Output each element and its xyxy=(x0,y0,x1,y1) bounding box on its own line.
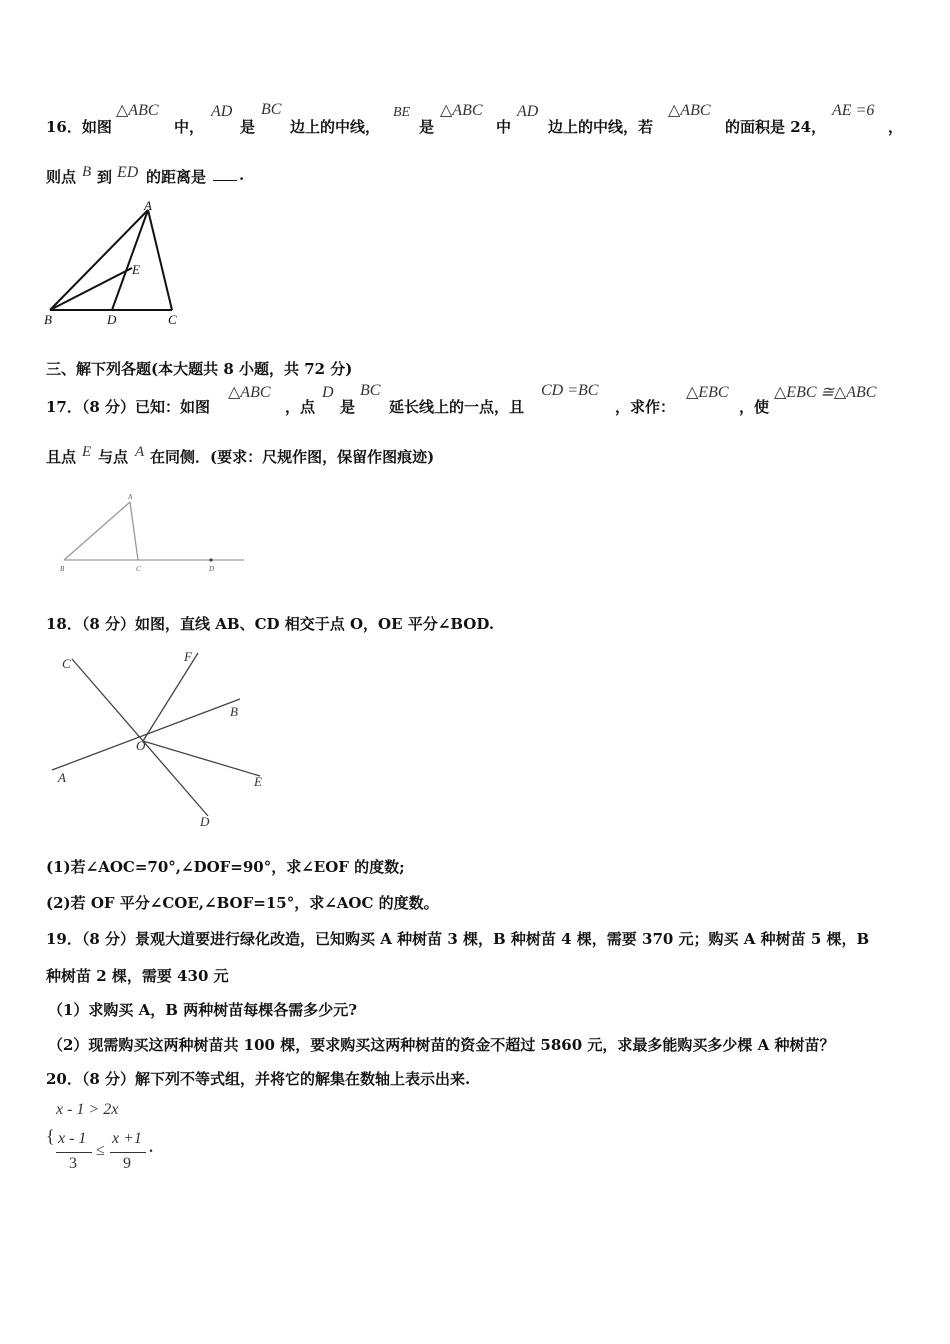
q17-line2-b: 与点 xyxy=(98,448,129,466)
q18-line-ab xyxy=(52,699,240,770)
q17-label-a: A xyxy=(128,493,133,501)
q16-label-a: A xyxy=(144,198,152,213)
q20-denominator-left: 3 xyxy=(69,1155,77,1172)
q16-triangle-abc-3: △ABC xyxy=(668,102,711,119)
q17-line2-a: 且点 xyxy=(46,448,77,466)
q16-segment-ed: ED xyxy=(117,164,139,181)
q18-intersecting-lines-figure xyxy=(48,646,278,836)
q18-ray-of xyxy=(143,653,198,741)
q16-line2-end: . xyxy=(239,166,245,184)
q16-label-e: E xyxy=(132,262,140,277)
q18-label-d: D xyxy=(200,814,210,829)
q16-ae-equals: AE =6 xyxy=(832,102,875,119)
q16-ad-1: AD xyxy=(211,103,233,120)
q20-numerator-right: x +1 xyxy=(112,1130,142,1147)
q20-fraction-bar-right xyxy=(110,1152,146,1153)
q16-point-b: B xyxy=(82,164,92,180)
q17-number: 17．（8 分）已知：如图 xyxy=(46,398,211,416)
q16-line2-c: 的距离是 xyxy=(146,168,207,186)
q17-label-d: D xyxy=(209,565,215,573)
q16-text-1: 边上的中线， xyxy=(290,118,381,136)
q17-text-1: 延长线上的一点，且 xyxy=(389,398,525,416)
q16-answer-blank[interactable] xyxy=(213,166,237,185)
q17-point-d-dot xyxy=(209,558,212,561)
q18-label-o: O xyxy=(136,738,146,753)
q17-point-e: E xyxy=(82,444,92,460)
q17-text-2: ，求作： xyxy=(615,398,676,416)
q17-text-shi: 是 xyxy=(340,398,356,416)
q17-triangle-abc: △ABC xyxy=(228,384,271,401)
q20-brace: { xyxy=(46,1126,55,1146)
q16-number: 16．如图 xyxy=(46,118,112,136)
q20-inequality-1: x - 1 > 2x xyxy=(56,1101,119,1118)
q17-text-3: ，使 xyxy=(739,398,770,416)
q17-congruence: △EBC ≅△ABC xyxy=(774,384,877,401)
q18-label-c: C xyxy=(62,656,71,671)
q16-line2-a: 则点 xyxy=(46,168,77,186)
q16-text-zhong: 中， xyxy=(174,118,205,136)
q19-line-1: 19．（8 分）景观大道要进行绿化改造，已知购买 A 种树苗 3 棵，B 种树苗 4 棵，需要 370 元；购买 A 种树苗 5 棵，B xyxy=(46,930,870,948)
q16-ad-2: AD xyxy=(517,103,539,120)
q16-text-shi: 是 xyxy=(240,118,256,136)
q16-comma: ， xyxy=(888,118,904,136)
q19-part-2: （2）现需购买这两种树苗共 100 棵，要求购买这两种树苗的资金不超过 5860 元，求最多能购买多少棵 A 种树苗？ xyxy=(48,1036,835,1054)
q16-label-b: B xyxy=(44,312,52,327)
q17-line-ac xyxy=(130,502,138,560)
section-3-heading: 三、解下列各题(本大题共 8 小题，共 72 分) xyxy=(46,360,353,378)
q18-label-e: E xyxy=(254,774,262,789)
q17-line-ba xyxy=(64,502,130,560)
q19-line-2: 种树苗 2 棵，需要 430 元 xyxy=(46,967,229,985)
q17-triangle-ebc: △EBC xyxy=(686,384,729,401)
q16-label-c: C xyxy=(168,312,177,327)
q16-text-zhong-2: 中 xyxy=(496,118,512,136)
q20-numerator-left: x - 1 xyxy=(58,1130,87,1147)
q18-label-f: F xyxy=(184,649,192,664)
q17-label-c: C xyxy=(136,565,141,573)
q20-fraction-bar-left xyxy=(56,1152,92,1153)
q17-line2-c: 在同侧．(要求：尺规作图，保留作图痕迹) xyxy=(150,448,435,466)
q20-denominator-right: 9 xyxy=(123,1155,131,1172)
q16-line-ad xyxy=(112,210,148,310)
q16-line-ba xyxy=(50,210,148,310)
q16-label-d: D xyxy=(107,312,117,327)
q16-be: BE xyxy=(393,105,411,120)
q17-point-d: D xyxy=(322,384,334,401)
q18-part-1: (1)若∠AOC=70°,∠DOF=90°，求∠EOF 的度数; xyxy=(46,858,405,876)
q16-text-3: 的面积是 24， xyxy=(725,118,827,136)
q17-comma-point: ，点 xyxy=(285,398,316,416)
q20-leq-sign: ≤ xyxy=(96,1142,105,1159)
q18-label-a: A xyxy=(58,770,66,785)
q18-stem: 18．（8 分）如图，直线 AB、CD 相交于点 O，OE 平分∠BOD. xyxy=(46,615,495,633)
q16-triangle-abc-2: △ABC xyxy=(440,102,483,119)
q16-triangle-abc-1: △ABC xyxy=(116,102,159,119)
q17-point-a: A xyxy=(135,444,145,460)
q19-part-1: （1）求购买 A，B 两种树苗每棵各需多少元? xyxy=(48,1001,357,1019)
q20-stem: 20．（8 分）解下列不等式组，并将它的解集在数轴上表示出来. xyxy=(46,1070,471,1088)
q17-bc: BC xyxy=(360,382,381,399)
q16-bc: BC xyxy=(261,101,282,118)
q18-part-2: (2)若 OF 平分∠COE,∠BOF=15°，求∠AOC 的度数。 xyxy=(46,894,439,912)
q17-triangle-figure xyxy=(52,490,252,576)
q16-line2-b: 到 xyxy=(97,168,113,186)
q16-text-shi-2: 是 xyxy=(419,118,435,136)
q16-text-2: 边上的中线，若 xyxy=(548,118,654,136)
q17-cd-equals-bc: CD =BC xyxy=(541,382,599,399)
q20-period: . xyxy=(149,1139,153,1156)
q17-label-b: B xyxy=(60,565,65,573)
q18-ray-oe xyxy=(143,741,260,776)
q16-triangle-figure xyxy=(40,198,190,330)
q18-label-b: B xyxy=(230,704,238,719)
q16-line-ac xyxy=(148,210,172,310)
